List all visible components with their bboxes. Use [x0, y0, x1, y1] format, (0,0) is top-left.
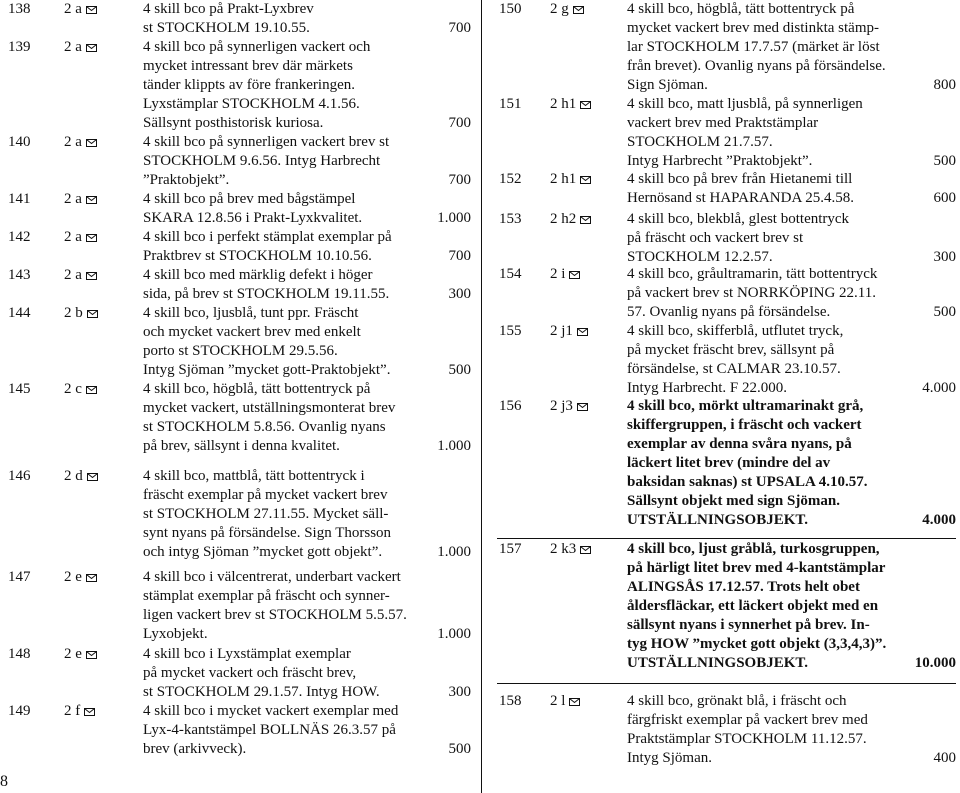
description-line: mycket vackert brev med distinkta stämp-: [627, 20, 880, 36]
column-divider: [481, 0, 482, 793]
lot-number: 146: [8, 468, 31, 484]
lot-number: 156: [499, 398, 522, 414]
lot-section: [550, 692, 580, 711]
envelope-icon: [86, 6, 97, 14]
lot-number: 147: [8, 569, 31, 585]
description-line: Praktstämplar STOCKHOLM 11.12.57.: [627, 731, 867, 747]
description-line: 4 skill bco, högblå, tätt bottentryck på: [143, 381, 371, 397]
description-line: 4 skill bco i välcentrerat, underbart vackert: [143, 569, 401, 585]
description-line: Intyg Sjöman.: [627, 750, 712, 766]
envelope-icon: [577, 328, 588, 336]
description-line: 4 skill bco, skifferblå, utflutet tryck,: [627, 323, 844, 339]
lot-number: 142: [8, 229, 31, 245]
lot-entry: [8, 380, 471, 456]
lot-number: 149: [8, 703, 31, 719]
lot-section: [550, 265, 580, 284]
description-line: försändelse, st CALMAR 23.10.57.: [627, 361, 841, 377]
lot-entry: [499, 540, 956, 673]
lot-price: 500: [448, 362, 471, 378]
description-line: fräscht exemplar på mycket vackert brev: [143, 487, 388, 503]
envelope-icon: [84, 708, 95, 716]
lot-number: 158: [499, 693, 522, 709]
lot-description: [627, 540, 956, 673]
lot-description: [143, 190, 471, 228]
lot-section: [550, 210, 591, 229]
lot-entry: [8, 38, 471, 133]
description-line: läckert litet brev (mindre del av: [627, 455, 831, 471]
description-line: SKARA 12.8.56 i Prakt-Lyxkvalitet.: [143, 210, 363, 226]
lot-number: 141: [8, 191, 31, 207]
section-code: 2 h1: [550, 96, 577, 112]
description-line: 4 skill bco på brev med bågstämpel: [143, 191, 356, 207]
description-line: tyg HOW ”mycket gott objekt (3,3,4,3)”.: [627, 636, 887, 652]
envelope-icon: [580, 176, 591, 184]
description-line: 4 skill bco, gråultramarin, tätt bottentryck: [627, 266, 878, 282]
description-line: 57. Ovanlig nyans på försändelse.: [627, 304, 831, 320]
lot-price: 4.000: [922, 512, 956, 528]
description-line: och mycket vackert brev med enkelt: [143, 324, 361, 340]
description-line: Lyxobjekt.: [143, 626, 208, 642]
lot-number: 144: [8, 305, 31, 321]
description-line: lar STOCKHOLM 17.7.57 (märket är löst: [627, 39, 880, 55]
lot-number: 140: [8, 134, 31, 150]
lot-price: 400: [933, 750, 956, 766]
envelope-icon: [86, 44, 97, 52]
description-line: st STOCKHOLM 29.1.57. Intyg HOW.: [143, 684, 380, 700]
lot-entry: [8, 228, 471, 266]
envelope-icon: [569, 271, 580, 279]
lot-entry: [499, 95, 956, 171]
lot-entry: [499, 692, 956, 768]
lot-section: [550, 0, 584, 19]
description-line: 4 skill bco, mörkt ultramarinakt grå,: [627, 398, 864, 414]
lot-section: [64, 304, 98, 323]
lot-price: 1.000: [437, 544, 471, 560]
lot-description: [627, 265, 956, 322]
envelope-icon: [86, 574, 97, 582]
lot-section: [550, 95, 591, 114]
lot-price: 4.000: [922, 380, 956, 396]
lot-section: [550, 322, 588, 341]
lot-description: [627, 210, 956, 267]
lot-number: 143: [8, 267, 31, 283]
envelope-icon: [87, 310, 98, 318]
section-code: 2 e: [64, 569, 82, 585]
section-code: 2 d: [64, 468, 83, 484]
section-code: 2 a: [64, 267, 82, 283]
description-line: färgfriskt exemplar på vackert brev med: [627, 712, 868, 728]
description-line: 4 skill bco i Lyxstämplat exemplar: [143, 646, 351, 662]
description-line: st STOCKHOLM 19.10.55.: [143, 20, 310, 36]
lot-number: 152: [499, 171, 522, 187]
section-code: 2 i: [550, 266, 566, 282]
description-line: UTSTÄLLNINGSOBJEKT.: [627, 655, 809, 671]
description-line: Sällsynt objekt med sign Sjöman.: [627, 493, 840, 509]
description-line: ALINGSÅS 17.12.57. Trots helt obet: [627, 579, 860, 595]
lot-section: [64, 38, 97, 57]
lot-description: [627, 397, 956, 530]
description-line: 4 skill bco i mycket vackert exemplar med: [143, 703, 399, 719]
description-line: 4 skill bco i perfekt stämplat exemplar på: [143, 229, 392, 245]
description-line: ”Praktobjekt”.: [143, 172, 230, 188]
lot-entry: [8, 467, 471, 562]
lot-price: 500: [448, 741, 471, 757]
envelope-icon: [86, 386, 97, 394]
section-code: 2 a: [64, 1, 82, 17]
description-line: ligen vackert brev st STOCKHOLM 5.5.57.: [143, 607, 407, 623]
description-line: brev (arkivveck).: [143, 741, 247, 757]
lot-entry: [8, 702, 471, 759]
description-line: Intyg Sjöman ”mycket gott-Praktobjekt”.: [143, 362, 391, 378]
description-line: 4 skill bco på synnerligen vackert och: [143, 39, 371, 55]
lot-entry: [499, 322, 956, 398]
description-line: Lyxstämplar STOCKHOLM 4.1.56.: [143, 96, 360, 112]
section-code: 2 j3: [550, 398, 573, 414]
lot-description: [627, 95, 956, 171]
section-code: 2 h1: [550, 171, 577, 187]
description-line: st STOCKHOLM 27.11.55. Mycket säll-: [143, 506, 389, 522]
envelope-icon: [580, 546, 591, 554]
lot-description: [143, 228, 471, 266]
section-code: 2 f: [64, 703, 81, 719]
lot-description: [143, 0, 471, 38]
description-line: på härligt litet brev med 4-kantstämplar: [627, 560, 886, 576]
lot-description: [627, 692, 956, 768]
description-line: exemplar av denna svåra nyans, på: [627, 436, 852, 452]
section-code: 2 e: [64, 646, 82, 662]
description-line: och intyg Sjöman ”mycket gott objekt”.: [143, 544, 383, 560]
description-line: 4 skill bco, mattblå, tätt bottentryck i: [143, 468, 365, 484]
lot-section: [64, 568, 97, 587]
lot-price: 1.000: [437, 626, 471, 642]
lot-price: 300: [448, 286, 471, 302]
lot-section: [64, 467, 98, 486]
section-code: 2 a: [64, 191, 82, 207]
envelope-icon: [580, 216, 591, 224]
lot-price: 500: [933, 153, 956, 169]
lot-entry: [8, 645, 471, 702]
description-line: Lyx-4-kantstämpel BOLLNÄS 26.3.57 på: [143, 722, 396, 738]
lot-entry: [8, 0, 471, 38]
lot-entry: [8, 190, 471, 228]
lot-description: [143, 645, 471, 702]
description-line: på brev, sällsynt i denna kvalitet.: [143, 438, 340, 454]
page-number: 8: [0, 773, 8, 790]
description-line: 4 skill bco på Prakt-Lyxbrev: [143, 1, 314, 17]
lot-number: 148: [8, 646, 31, 662]
envelope-icon: [86, 139, 97, 147]
lot-description: [143, 304, 471, 380]
description-line: sida, på brev st STOCKHOLM 19.11.55.: [143, 286, 390, 302]
description-line: på vackert brev st NORRKÖPING 22.11.: [627, 285, 876, 301]
lot-section: [64, 380, 97, 399]
lot-entry: [8, 266, 471, 304]
description-line: mycket vackert, utställningsmonterat brev: [143, 400, 396, 416]
envelope-icon: [580, 101, 591, 109]
lot-description: [143, 568, 471, 644]
description-line: Intyg Harbrecht ”Praktobjekt”.: [627, 153, 813, 169]
lot-number: 145: [8, 381, 31, 397]
lot-number: 139: [8, 39, 31, 55]
lot-section: [64, 0, 97, 19]
envelope-icon: [569, 698, 580, 706]
description-line: baksidan saknas) st UPSALA 4.10.57.: [627, 474, 868, 490]
lot-price: 10.000: [914, 655, 956, 671]
description-line: på mycket fräscht brev, sällsynt på: [627, 342, 835, 358]
envelope-icon: [573, 6, 584, 14]
description-line: porto st STOCKHOLM 29.5.56.: [143, 343, 338, 359]
lot-number: 150: [499, 1, 522, 17]
lot-price: 1.000: [437, 438, 471, 454]
description-line: 4 skill bco, matt ljusblå, på synnerligen: [627, 96, 863, 112]
description-line: UTSTÄLLNINGSOBJEKT.: [627, 512, 809, 528]
description-line: st STOCKHOLM 5.8.56. Ovanlig nyans: [143, 419, 386, 435]
lot-description: [627, 0, 956, 95]
lot-price: 700: [448, 172, 471, 188]
envelope-icon: [86, 651, 97, 659]
description-line: på mycket vackert och fräscht brev,: [143, 665, 357, 681]
lot-number: 138: [8, 1, 31, 17]
description-line: 4 skill bco med märklig defekt i höger: [143, 267, 373, 283]
section-rule: [497, 538, 956, 539]
lot-section: [64, 228, 97, 247]
lot-description: [143, 38, 471, 133]
lot-number: 157: [499, 541, 522, 557]
section-code: 2 a: [64, 134, 82, 150]
description-line: 4 skill bco, blekblå, glest bottentryck: [627, 211, 850, 227]
section-code: 2 a: [64, 229, 82, 245]
lot-entry: [499, 0, 956, 95]
description-line: åldersfläckar, ett läckert objekt med en: [627, 598, 879, 614]
description-line: sällsynt nyans i synnerhet på brev. In-: [627, 617, 870, 633]
lot-price: 600: [933, 190, 956, 206]
description-line: synt nyans på försändelse. Sign Thorsson: [143, 525, 392, 541]
lot-entry: [8, 568, 471, 644]
lot-entry: [499, 210, 956, 267]
lot-description: [627, 322, 956, 398]
description-line: STOCKHOLM 21.7.57.: [627, 134, 773, 150]
description-line: 4 skill bco på synnerligen vackert brev st: [143, 134, 390, 150]
section-code: 2 c: [64, 381, 82, 397]
description-line: Intyg Harbrecht. F 22.000.: [627, 380, 787, 396]
lot-price: 300: [933, 249, 956, 265]
section-code: 2 l: [550, 693, 566, 709]
description-line: Sign Sjöman.: [627, 77, 708, 93]
lot-price: 700: [448, 115, 471, 131]
section-code: 2 k3: [550, 541, 577, 557]
lot-price: 800: [933, 77, 956, 93]
section-code: 2 g: [550, 1, 569, 17]
envelope-icon: [577, 403, 588, 411]
envelope-icon: [86, 234, 97, 242]
lot-entry: [499, 397, 956, 530]
description-line: Hernösand st HAPARANDA 25.4.58.: [627, 190, 854, 206]
lot-section: [550, 540, 591, 559]
envelope-icon: [87, 473, 98, 481]
lot-price: 700: [448, 248, 471, 264]
lot-number: 155: [499, 323, 522, 339]
lot-price: 300: [448, 684, 471, 700]
description-line: 4 skill bco, ljust gråblå, turkosgruppen,: [627, 541, 880, 557]
lot-section: [64, 266, 97, 285]
lot-description: [143, 266, 471, 304]
lot-number: 154: [499, 266, 522, 282]
section-rule: [497, 683, 956, 684]
description-line: skiffergruppen, i fräscht och vackert: [627, 417, 862, 433]
description-line: 4 skill bco, ljusblå, tunt ppr. Fräscht: [143, 305, 359, 321]
lot-section: [64, 190, 97, 209]
lot-price: 500: [933, 304, 956, 320]
description-line: Sällsynt posthistorisk kuriosa.: [143, 115, 324, 131]
description-line: tänder klippts av före frankeringen.: [143, 77, 355, 93]
description-line: 4 skill bco, högblå, tätt bottentryck på: [627, 1, 855, 17]
description-line: stämplat exemplar på fräscht och synner-: [143, 588, 390, 604]
description-line: STOCKHOLM 9.6.56. Intyg Harbrecht: [143, 153, 381, 169]
lot-number: 151: [499, 96, 522, 112]
description-line: vackert brev med Praktstämplar: [627, 115, 819, 131]
lot-number: 153: [499, 211, 522, 227]
description-line: 4 skill bco på brev från Hietanemi till: [627, 171, 853, 187]
lot-description: [627, 170, 956, 208]
lot-entry: [8, 133, 471, 190]
description-line: 4 skill bco, grönakt blå, i fräscht och: [627, 693, 847, 709]
lot-description: [143, 467, 471, 562]
lot-section: [550, 170, 591, 189]
envelope-icon: [86, 272, 97, 280]
description-line: mycket intressant brev där märkets: [143, 58, 353, 74]
section-code: 2 j1: [550, 323, 573, 339]
lot-entry: [499, 170, 956, 208]
lot-entry: [8, 304, 471, 380]
lot-price: 700: [448, 20, 471, 36]
description-line: på fräscht och vackert brev st: [627, 230, 804, 246]
lot-description: [143, 380, 471, 456]
section-code: 2 b: [64, 305, 83, 321]
envelope-icon: [86, 196, 97, 204]
description-line: Praktbrev st STOCKHOLM 10.10.56.: [143, 248, 372, 264]
lot-section: [550, 397, 588, 416]
description-line: STOCKHOLM 12.2.57.: [627, 249, 773, 265]
lot-section: [64, 133, 97, 152]
lot-entry: [499, 265, 956, 322]
lot-description: [143, 133, 471, 190]
lot-section: [64, 702, 95, 721]
section-code: 2 h2: [550, 211, 577, 227]
lot-section: [64, 645, 97, 664]
section-code: 2 a: [64, 39, 82, 55]
lot-description: [143, 702, 471, 759]
lot-price: 1.000: [437, 210, 471, 226]
description-line: från brevet). Ovanlig nyans på försändelse.: [627, 58, 886, 74]
